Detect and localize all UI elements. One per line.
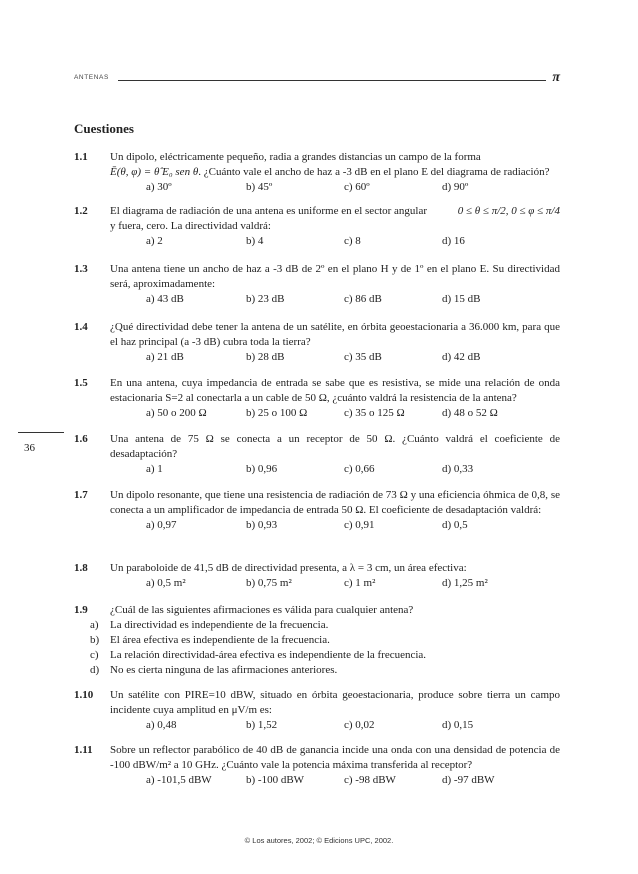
question-1-7 [74, 488, 560, 533]
question-number: 1.11 [74, 744, 93, 756]
option-a: a) 21 dB [146, 351, 184, 363]
running-header [74, 70, 560, 86]
question-text: Un dipolo, eléctricamente pequeño, radia a grandes distancias un campo de la forma [110, 151, 481, 163]
options-row [74, 234, 560, 249]
question-1-4 [74, 320, 560, 365]
option-b: b) 25 o 100 Ω [246, 407, 308, 419]
question-text-cont: y fuera, cero. La directividad valdrá: [110, 220, 271, 232]
option-d: d) 1,25 m² [442, 577, 488, 589]
page-number: 36 [24, 442, 35, 454]
question-text: Un paraboloide de 41,5 dB de directividad presenta, a λ = 3 cm, un área efectiva: [110, 562, 467, 574]
subitem-letter: d) [90, 664, 100, 676]
option-c: c) -98 dBW [344, 774, 396, 786]
question-1-8 [74, 561, 560, 591]
subitem-text: La directividad es independiente de la frecuencia. [110, 619, 329, 631]
subitem-text: No es cierta ninguna de las afirmaciones anteriores. [110, 664, 338, 676]
options-row [74, 350, 560, 365]
option-b: b) 28 dB [246, 351, 285, 363]
options-row [74, 462, 560, 477]
question-text: El diagrama de radiación de una antena es uniforme en el sector angular [110, 205, 428, 217]
option-a: a) 0,5 m² [146, 577, 186, 589]
header-label: ANTENAS [74, 74, 109, 81]
question-text: Una antena de 75 Ω se conecta a un receptor de 50 Ω. ¿Cuánto valdrá el coeficiente de desadaptación? [110, 433, 560, 460]
option-c: c) 0,66 [344, 463, 375, 475]
option-b: b) 0,96 [246, 463, 278, 475]
question-number: 1.7 [74, 489, 88, 501]
question-1-1 [74, 150, 560, 195]
question-number: 1.5 [74, 377, 88, 389]
question-number: 1.9 [74, 604, 88, 616]
option-a: a) 43 dB [146, 293, 184, 305]
subitem [74, 648, 560, 663]
option-a: a) 0,97 [146, 519, 177, 531]
option-a: a) 30º [146, 181, 172, 193]
header-pi-logo: π [552, 70, 560, 85]
option-b: b) 23 dB [246, 293, 285, 305]
options-row [74, 576, 560, 591]
option-c: c) 8 [344, 235, 361, 247]
option-d: d) 0,33 [442, 463, 474, 475]
subitem [74, 618, 560, 633]
option-b: b) 45º [246, 181, 273, 193]
option-a: a) -101,5 dBW [146, 774, 212, 786]
subitem-text: La relación directividad-área efectiva es independiente de la frecuencia. [110, 649, 427, 661]
option-c: c) 86 dB [344, 293, 382, 305]
option-b: b) 0,93 [246, 519, 278, 531]
question-formula: 0 ≤ θ ≤ π/2, 0 ≤ φ ≤ π/4 [457, 205, 560, 217]
question-text: Un dipolo resonante, que tiene una resistencia de radiación de 73 Ω y una eficiencia óhmica de 0,8, se conecta a un amplificador de impedancia de entrada 50 Ω. El coeficiente de desadaptación valdrá: [110, 489, 560, 516]
option-c: c) 60º [344, 181, 370, 193]
question-number: 1.10 [74, 689, 94, 701]
option-c: c) 35 dB [344, 351, 382, 363]
option-d: d) 16 [442, 235, 465, 247]
option-d: d) -97 dBW [442, 774, 495, 786]
subitem-letter: b) [90, 634, 100, 646]
question-1-10 [74, 688, 560, 733]
options-row [74, 718, 560, 733]
option-a: a) 50 o 200 Ω [146, 407, 207, 419]
question-1-9 [74, 603, 560, 678]
question-1-3 [74, 262, 560, 307]
question-1-5 [74, 376, 560, 421]
question-1-6 [74, 432, 560, 477]
option-c: c) 1 m² [344, 577, 376, 589]
subitem-letter: a) [90, 619, 99, 631]
option-c: c) 35 o 125 Ω [344, 407, 405, 419]
question-text: Una antena tiene un ancho de haz a -3 dB de 2º en el plano H y de 1º en el plano E. Su directividad será, aproximadamente: [110, 263, 560, 290]
question-number: 1.8 [74, 562, 88, 574]
option-b: b) 4 [246, 235, 264, 247]
subitem-letter: c) [90, 649, 99, 661]
subitem-text: El área efectiva es independiente de la frecuencia. [110, 634, 330, 646]
option-d: d) 0,5 [442, 519, 468, 531]
option-b: b) 0,75 m² [246, 577, 292, 589]
options-row [74, 180, 560, 195]
question-number: 1.1 [74, 151, 88, 163]
option-a: a) 2 [146, 235, 163, 247]
option-c: c) 0,91 [344, 519, 375, 531]
subitem [74, 633, 560, 648]
option-b: b) -100 dBW [246, 774, 305, 786]
options-row [74, 773, 560, 788]
question-text: ¿Cuál de las siguientes afirmaciones es válida para cualquier antena? [110, 604, 414, 616]
question-number: 1.6 [74, 433, 88, 445]
option-d: d) 90º [442, 181, 469, 193]
question-1-11 [74, 743, 560, 788]
question-formula: Ē(θ, φ) = θ̂ E₀ sen θ [110, 166, 199, 178]
option-b: b) 1,52 [246, 719, 278, 731]
option-d: d) 48 o 52 Ω [442, 407, 498, 419]
question-number: 1.3 [74, 263, 88, 275]
question-text: ¿Qué directividad debe tener la antena de un satélite, en órbita geoestacionaria a 36.000 km, para que el haz principal (a -3 dB) cubra toda la tierra? [110, 321, 560, 348]
question-number: 1.4 [74, 321, 88, 333]
copyright-footer: © Los autores, 2002; © Edicions UPC, 2002. [244, 836, 394, 845]
margin-rule [18, 432, 64, 433]
option-d: d) 15 dB [442, 293, 481, 305]
question-text-cont: . ¿Cuánto vale el ancho de haz a -3 dB en el plano E del diagrama de radiación? [198, 166, 550, 178]
option-c: c) 0,02 [344, 719, 375, 731]
subitem [74, 663, 560, 678]
option-a: a) 1 [146, 463, 163, 475]
option-d: d) 42 dB [442, 351, 481, 363]
question-text: Un satélite con PIRE=10 dBW, situado en órbita geoestacionaria, produce sobre tierra un campo incidente cuya amplitud en μV/m es: [110, 689, 560, 716]
header-rule [118, 80, 546, 81]
question-1-2 [74, 204, 560, 249]
option-d: d) 0,15 [442, 719, 474, 731]
options-row [74, 406, 560, 421]
question-number: 1.2 [74, 205, 88, 217]
section-title: Cuestiones [74, 121, 134, 136]
options-row [74, 292, 560, 307]
options-row [74, 518, 560, 533]
question-text: En una antena, cuya impedancia de entrada se sabe que es resistiva, se mide una relación de onda estacionaria S=2 al conectarla a un cable de 50 Ω, ¿cuánto valdrá la resistencia de la antena? [110, 377, 560, 404]
option-a: a) 0,48 [146, 719, 177, 731]
question-text: Sobre un reflector parabólico de 40 dB de ganancia incide una onda con una densidad de potencia de -100 dBW/m² a 10 GHz. ¿Cuánto vale la potencia máxima transferida al receptor? [110, 744, 560, 771]
